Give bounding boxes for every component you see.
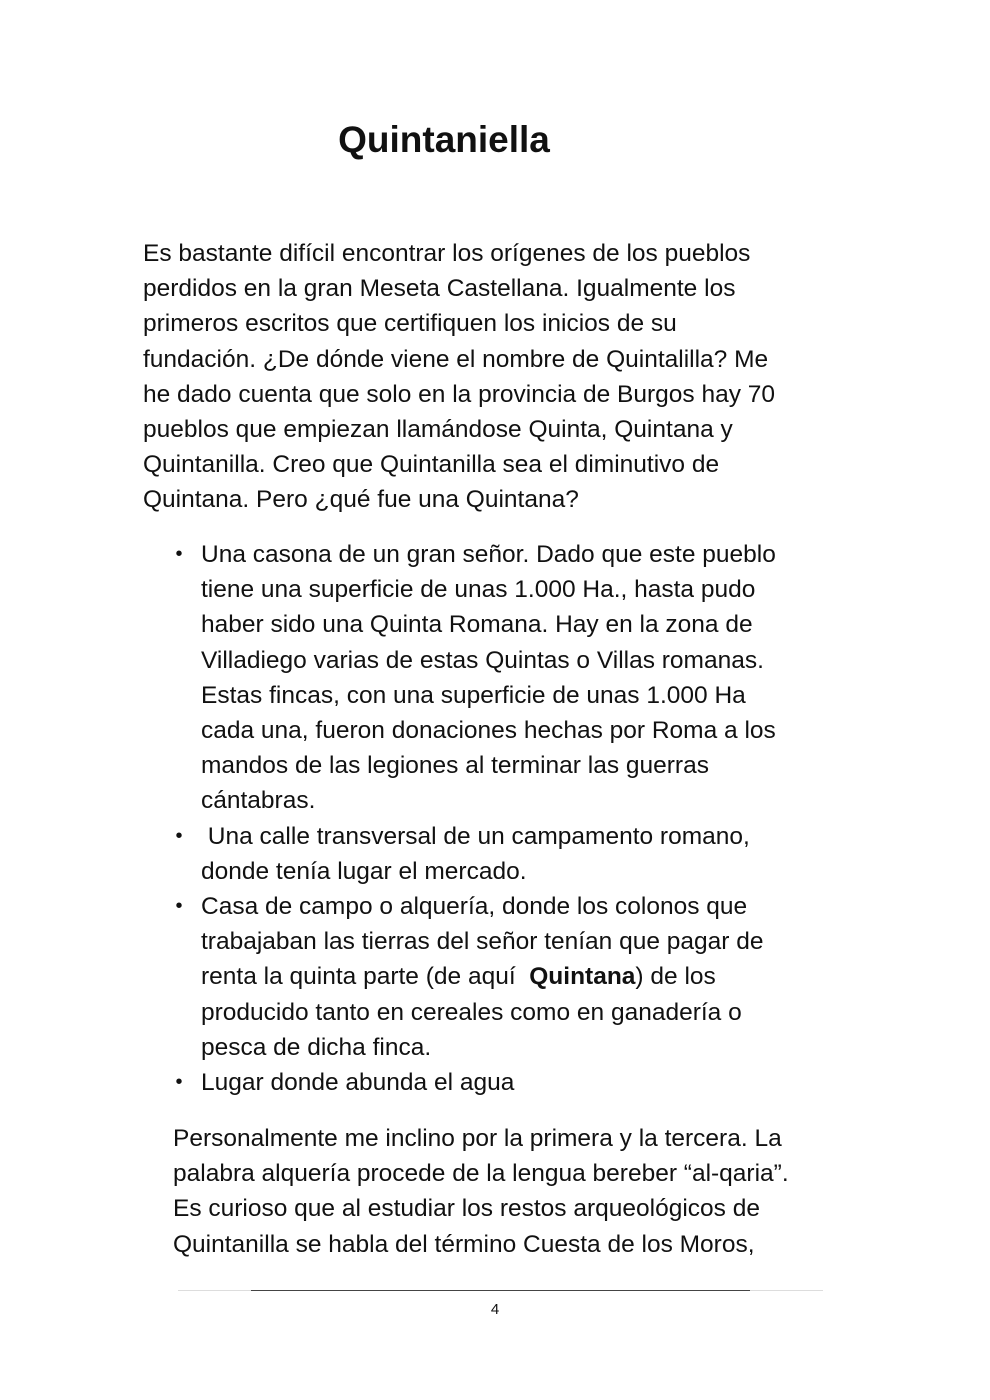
text-line: cántabras. (201, 787, 316, 815)
list-item (175, 819, 776, 889)
list-item (175, 889, 776, 1065)
text-line: Casa de campo o alquería, donde los colonos que (201, 893, 748, 921)
text-line: Lugar donde abunda el agua (201, 1069, 515, 1097)
emphasis-text: Quintana (529, 963, 636, 991)
text-line: primeros escritos que certifiquen los inicios de su (143, 310, 677, 338)
text-line: Es curioso que al estudiar los restos arqueológicos de (173, 1195, 760, 1223)
text-line: he dado cuenta que solo en la provincia de Burgos hay 70 (143, 380, 776, 408)
bullet-icon: • (175, 543, 183, 565)
footer-divider (178, 1290, 823, 1292)
text-line: donde tenía lugar el mercado. (201, 857, 527, 885)
bullet-icon: • (175, 895, 183, 918)
text-line: Quintanilla. Creo que Quintanilla sea el diminutivo de (143, 451, 720, 479)
text-line: trabajaban las tierras del señor tenían que pagar de (201, 928, 764, 956)
text-line: fundación. ¿De dónde viene el nombre de Quintalilla? Me (143, 345, 769, 373)
text-line: perdidos en la gran Meseta Castellana. Igualmente los (143, 275, 736, 303)
text-line: tiene una superficie de unas 1.000 Ha., hasta pudo (201, 576, 756, 604)
list-item (175, 537, 776, 819)
bullet-icon: • (175, 1071, 183, 1094)
text-line: Es bastante difícil encontrar los orígenes de los pueblos (143, 240, 751, 267)
bullet-list (175, 537, 776, 1100)
text-line: Una casona de un gran señor. Dado que este pueblo (201, 541, 776, 568)
text-line: cada una, fueron donaciones hechas por Roma a los (201, 717, 776, 745)
text-line: Quintana. Pero ¿qué fue una Quintana? (143, 486, 579, 514)
text-line: Villadiego varias de estas Quintas o Villas romanas. (201, 646, 764, 674)
text-line: Quintanilla se habla del término Cuesta de los Moros, (173, 1230, 755, 1258)
text-line: mandos de las legiones al terminar las guerras (201, 752, 709, 780)
text-line: Una calle transversal de un campamento romano, (201, 822, 750, 850)
footer-divider-dark (251, 1290, 750, 1291)
closing-paragraph (173, 1121, 789, 1262)
page-number: 4 (490, 1301, 500, 1318)
intro-paragraph (143, 236, 775, 518)
text-segment: renta la quinta parte (de aquí (201, 963, 530, 991)
text-line: Estas fincas, con una superficie de unas 1.000 Ha (201, 681, 746, 709)
text-line: pesca de dicha finca. (201, 1033, 432, 1061)
text-line: Personalmente me inclino por la primera y la tercera. La (173, 1125, 782, 1152)
text-line: producido tanto en cereales como en ganadería o (201, 998, 742, 1026)
text-line: pueblos que empiezan llamándose Quinta, Quintana y (143, 416, 733, 444)
bullet-icon: • (175, 824, 183, 847)
page-title: Quintaniella (338, 119, 550, 160)
list-item (175, 1065, 776, 1100)
text-line (201, 959, 776, 994)
text-segment: ) de los (635, 963, 716, 991)
text-line: haber sido una Quinta Romana. Hay en la zona de (201, 611, 753, 639)
text-line: palabra alquería procede de la lengua bereber “al-qaria”. (173, 1160, 789, 1188)
